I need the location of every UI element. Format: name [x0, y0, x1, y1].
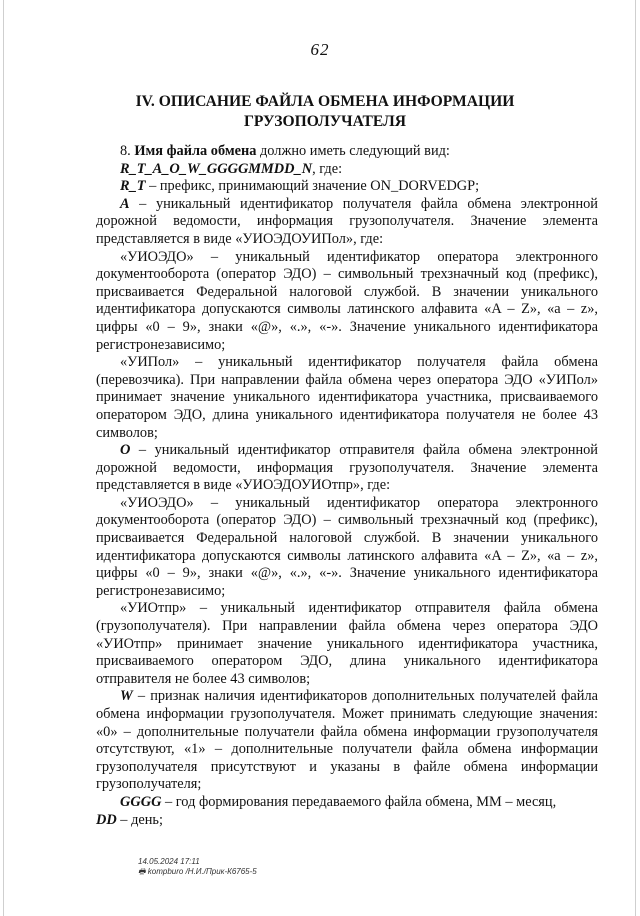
code-gggg: GGGG	[120, 793, 162, 810]
page-edge-left	[3, 0, 4, 916]
code-rt: R_T	[120, 178, 146, 195]
document-body	[96, 143, 598, 829]
heading-line-1: IV. ОПИСАНИЕ ФАЙЛА ОБМЕНА ИНФОРМАЦИИ	[135, 93, 515, 110]
item-number: 8.	[120, 143, 135, 159]
code-w: W	[120, 688, 133, 705]
file-name-pattern: R_T_A_O_W_GGGGMMDD_N	[120, 160, 313, 177]
paragraph-text: – префикс, принимающий значение ON_DORVEDGP;	[145, 178, 480, 195]
paragraph-text: – признак наличия идентификаторов дополнительных получателей файла обмена информации грузополучателя. Может принимать следующие значения: «0» – дополнительные получатели файла обмена информации грузополучателя отсутствуют, «1» – дополнительные получатели файла обмена информации грузополучателя присутствуют и указаны в файле обмена информации грузополучателя;	[96, 688, 598, 793]
heading-line-2: ГРУЗОПОЛУЧАТЕЛЯ	[243, 113, 406, 130]
paragraph-uiotpr: «УИОтпр» – уникальный идентификатор отправителя файла обмена (грузополучателя). При направлении файла обмена через оператора ЭДО «УИОтпр» принимает значение уникального идентификатора участника, присваиваемого оператором ЭДО, длина уникального идентификатора отправителя не более 43 символов;	[96, 600, 598, 687]
paragraph-intro	[96, 143, 598, 161]
code-o: O	[120, 442, 131, 459]
paragraph-uioedo-recipient: «УИОЭДО» – уникальный идентификатор оператора электронного документооборота (оператор ЭДО) – символьный трехзначный код (префикс), присваивается Федеральной налоговой службой. В значении уникального идентификатора допускаются символы латинского алфавита «A – Z», «a – z», цифры «0 – 9», знаки «@», «.», «-». Значение уникального идентификатора регистронезависимо;	[96, 248, 598, 353]
term-file-name: Имя файла обмена	[134, 143, 257, 159]
paragraph-text: – уникальный идентификатор получателя файла обмена электронной дорожной ведомости, информация грузополучателя. Значение элемента представляется в виде «УИОЭДОУИПол», где:	[96, 195, 598, 247]
footer-reference-text: kompburo /Н.И./Прик-К6765-5	[147, 867, 257, 876]
section-heading	[110, 92, 540, 132]
paragraph-text: , где:	[312, 160, 343, 177]
paragraph-text: – год формирования передаваемого файла обмена, ММ – месяц,	[161, 793, 557, 810]
paragraph-text: – день;	[116, 811, 163, 828]
footer-timestamp: 14.05.2024 17:11	[138, 857, 200, 866]
printer-icon: 🖶	[138, 867, 148, 876]
paragraph-text: – уникальный идентификатор отправителя файла обмена электронной дорожной ведомости, информация грузополучателя. Значение элемента представляется в виде «УИОЭДОУИОтпр», где:	[96, 442, 598, 494]
paragraph-prefix	[96, 178, 598, 196]
paragraph-uioedo-sender: «УИОЭДО» – уникальный идентификатор оператора электронного документооборота (оператор ЭДО) – символьный трехзначный код (префикс), присваивается Федеральной налоговой службой. В значении уникального идентификатора допускаются символы латинского алфавита «A – Z», «a – z», цифры «0 – 9», знаки «@», «.», «-». Значение уникального идентификатора регистронезависимо;	[96, 494, 598, 599]
code-a: A	[120, 195, 130, 212]
paragraph-w	[96, 688, 598, 794]
page-number: 62	[310, 40, 330, 59]
paragraph-o	[96, 442, 598, 495]
paragraph-a	[96, 196, 598, 249]
page-edge-right	[635, 0, 636, 916]
paragraph-gggg	[96, 794, 598, 812]
paragraph-pattern	[96, 161, 598, 179]
paragraph-dd	[96, 812, 598, 830]
paragraph-uipol: «УИПол» – уникальный идентификатор получателя файла обмена (перевозчика). При направлении файла обмена через оператора ЭДО «УИПол» принимает значение уникального идентификатора участника, присваиваемого оператором ЭДО, длина уникального идентификатора получателя не более 43 символов;	[96, 354, 598, 441]
paragraph-text: должно иметь следующий вид:	[256, 143, 450, 159]
footer-reference	[138, 867, 257, 877]
print-footer	[138, 857, 257, 877]
code-dd: DD	[96, 811, 117, 828]
